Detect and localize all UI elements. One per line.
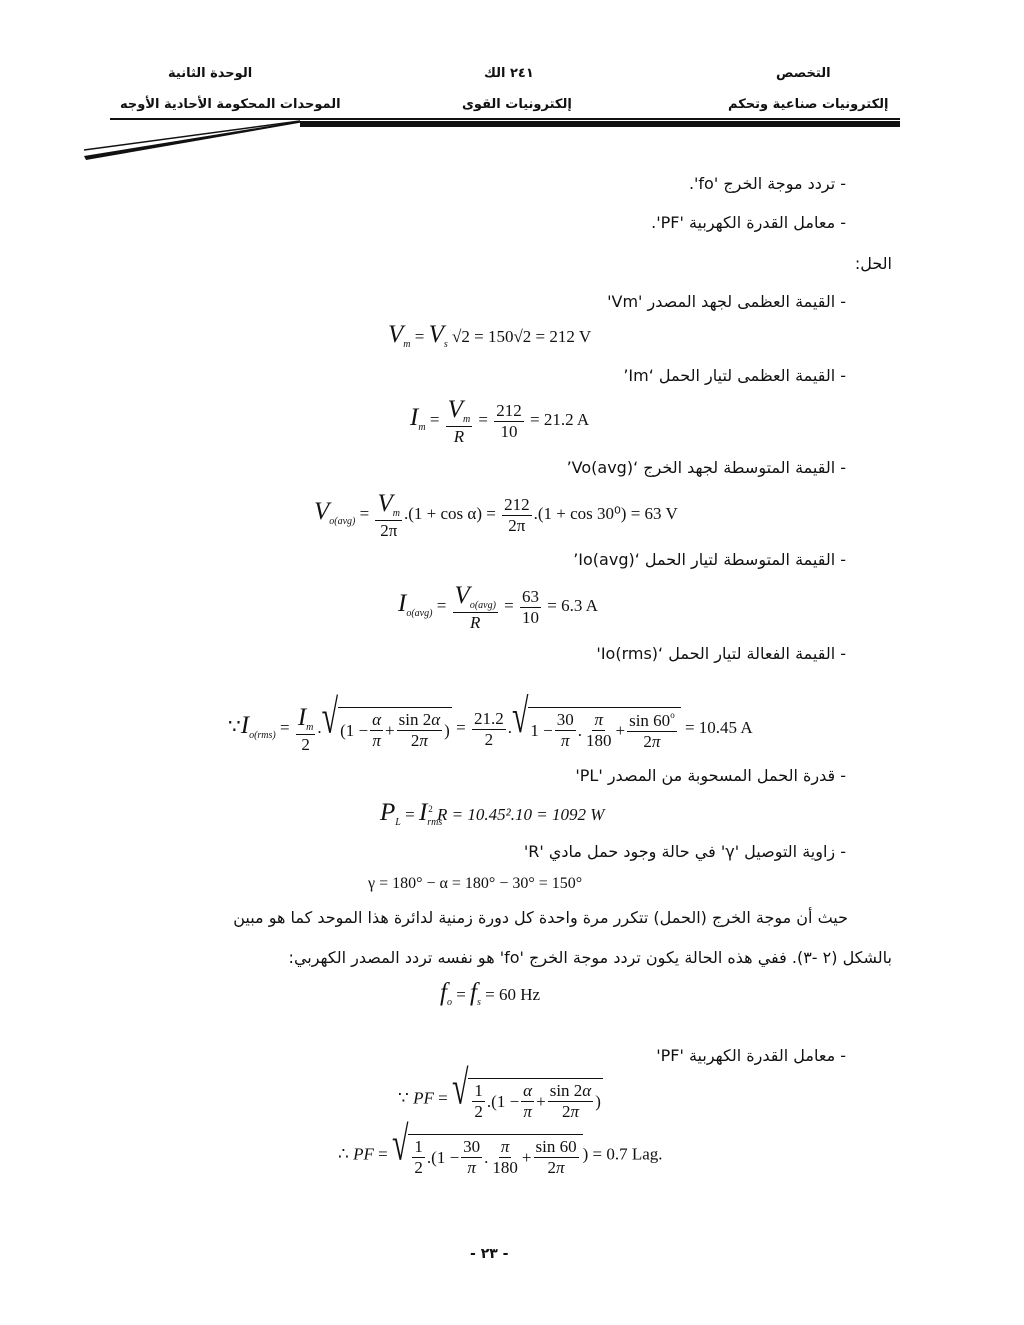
header-specialty: التخصص — [776, 66, 831, 81]
header-course-title: إلكترونيات القوى — [462, 97, 572, 112]
paragraph-line: بالشكل (٢ -٣). ففي هذه الحالة يكون تردد موجة الخرج 'fo' هو نفسه تردد المصدر الكهربي: — [288, 948, 892, 967]
header-specialty-title: إلكترونيات صناعية وتحكم — [728, 97, 889, 112]
equation-vm: $V_m = V_s$ √2 = 150√2 = 212 V — [388, 321, 592, 350]
text-line: - القيمة الفعالة لتيار الحمل ‘Io(rms)' — [596, 644, 846, 663]
equation-pf-1: ∵ PF = √ $\frac{1}{2}$ .(1 − $\frac{\alpha}{\pi}$ + $\frac{\sin 2\alpha}{2\pi}$ ) — [398, 1061, 601, 1121]
text-line: - قدرة الحمل المسحوبة من المصدر 'PL' — [575, 766, 846, 785]
text-line: - زاوية التوصيل 'γ' في حالة وجود حمل مادي 'R' — [523, 842, 846, 861]
solution-heading: الحل: — [854, 254, 892, 273]
equation-fo: $f_o = f_s = 60$ Hz — [440, 979, 541, 1008]
header-course-code: ٢٤١ الك — [484, 66, 534, 81]
equation-pf-2: ∴ PF = √ $\frac{1}{2}$ .(1 − $\frac{30}{\pi}$ . $\frac{\pi}{180}$ + $\frac{\sin 60}{2\pi}$ ) = 0.7 Lag. — [338, 1117, 663, 1177]
text-line: - معامل القدرة الكهربية 'PF' — [656, 1046, 846, 1065]
equation-io-rms: $\because I_{o(rms)}$ = $\frac{I_m}{2}$ . √ (1 − $\frac{\alpha}{\pi}$ + $\frac{\sin 2\alpha}{2\pi}$ ) = $\frac{21.2}{2}$ . √ 1 − $\frac{30}{\pi}$ . $\frac{\pi}{180}$ + $\frac{\sin 60^o}{2\pi}$ = 10.45 A — [228, 690, 753, 754]
equation-io-avg: $I_{o(avg)}$ = $\frac{V_{o(avg)}}{R}$ = $\frac{63}{10}$ = 6.3 A — [398, 582, 598, 632]
equation-im: $I_m$ = $\frac{V_m}{R}$ = $\frac{212}{10}$ = 21.2 A — [410, 396, 590, 446]
page-number: - ٢٣ - — [470, 1246, 509, 1262]
text-line: - تردد موجة الخرج 'fo'. — [688, 174, 846, 193]
text-line: - القيمة المتوسطة لجهد الخرج ‘Vo(avg)’ — [566, 458, 846, 477]
header-unit-title: الموحدات المحكومة الأحادية الأوجه — [120, 97, 341, 112]
header-rule — [0, 0, 1024, 170]
equation-pl: $P_L = I_{rms}^2$ R = 10.45².10 = 1092 W — [380, 799, 605, 828]
text-line: - القيمة المتوسطة لتيار الحمل ‘Io(avg)’ — [573, 550, 846, 569]
equation-gamma: γ = 180° − α = 180° − 30° = 150° — [368, 875, 583, 892]
text-line: - القيمة العظمى لجهد المصدر 'Vm' — [607, 292, 846, 311]
paragraph-line: حيث أن موجة الخرج (الحمل) تتكرر مرة واحدة كل دورة زمنية لدائرة هذا الموحد كما هو مبين — [233, 908, 848, 927]
header-unit: الوحدة الثانية — [168, 66, 253, 81]
equation-vo-avg: $V_{o(avg)}$ = $\frac{V_m}{2\pi}$ .(1 + cos α) = $\frac{212}{2\pi}$ .(1 + cos 30⁰) = 63 V — [314, 490, 678, 540]
text-line: - القيمة العظمى لتيار الحمل ‘Im’ — [623, 366, 846, 385]
text-line: - معامل القدرة الكهربية 'PF'. — [651, 213, 846, 232]
